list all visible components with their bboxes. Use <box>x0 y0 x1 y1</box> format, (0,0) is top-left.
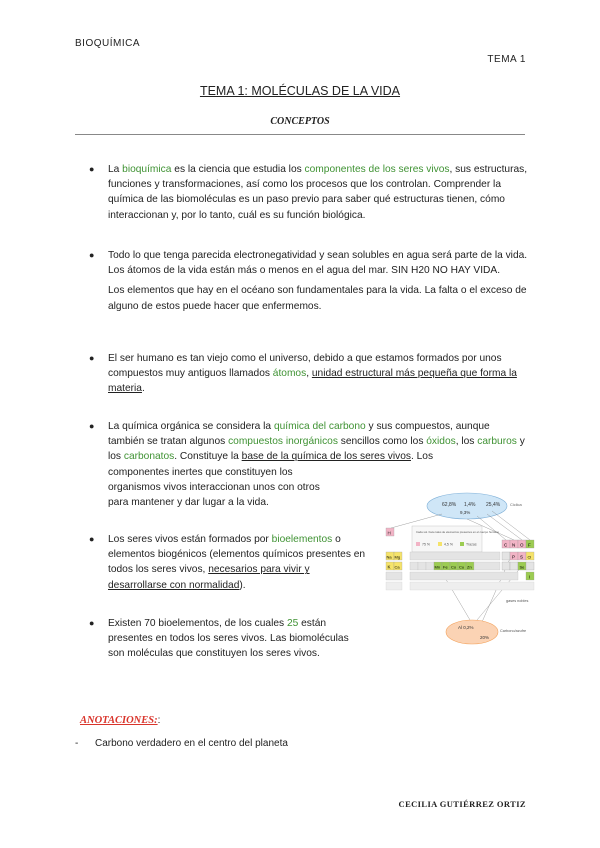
unit-header: TEMA 1 <box>487 54 526 65</box>
element-symbol: Mn <box>434 564 441 570</box>
periodic-table-figure <box>382 486 538 646</box>
element-symbol: Na <box>386 554 392 560</box>
bullet-dot: ● <box>89 164 95 174</box>
legend-label: Trazas <box>466 542 477 547</box>
element-symbol: P <box>512 554 516 560</box>
paragraph-line: organismos vivos interaccionan unos con otros <box>108 481 320 493</box>
keyword: compuestos inorgánicos <box>228 436 338 448</box>
bullet-70-bioelementos: ● Existen 70 bioelementos, de los cuales 25 están presentes en todos los seres vivos. Las biomoléculas son moléculas que constituyen los seres vivos. <box>89 618 349 660</box>
bullet-electronegatividad <box>89 248 528 314</box>
row-1-cells <box>502 540 534 548</box>
element-symbol: H <box>387 530 391 536</box>
legend-label: 75 % <box>422 542 430 547</box>
bullet-atomos: ● El ser humano es tan viejo como el universo, debido a que estamos formados por unos compuestos muy antiguos llamados átomos, unidad estructural más pequeña que forma la materia. <box>89 353 517 395</box>
bullet-dot: ● <box>89 250 95 260</box>
bullet-dot: ● <box>89 421 95 431</box>
bullet-quimica-organica: ● La química orgánica se considera la química del carbono y sus compuestos, aunque también se tratan algunos compuestos inorgánicos sencillos como los óxidos, los carburos y los carbonatos. Constituye la base de la química de los seres vivos. Los componentes inertes que constituyen los organismos vivos interaccionan unos con otros para mantener y dar lugar a la vida. <box>108 419 528 510</box>
underlined-phrase: necesarios para vivir y desarrollarse con normalidad <box>108 564 310 591</box>
bottom-label: Carbono/azufre <box>500 629 527 633</box>
annotation-item: - Carbono verdadero en el centro del planeta <box>75 738 288 749</box>
keyword: carbonatos <box>123 451 175 463</box>
bottom-value: Al 0,2% <box>458 625 474 630</box>
page-title: TEMA 1: MOLÉCULAS DE LA VIDA <box>199 84 401 98</box>
element-symbol: Zn <box>467 564 472 570</box>
element-symbol: F <box>528 542 531 548</box>
element-symbol: Mg <box>394 554 401 560</box>
keyword: carburos <box>477 436 517 448</box>
bottom-value: 20% <box>480 635 490 640</box>
element-symbol: Fe <box>443 564 448 570</box>
element-symbol: Cl <box>527 554 532 560</box>
element-symbol: N <box>512 542 516 548</box>
keyword: 25 <box>286 618 299 629</box>
top-value: 9,3% <box>460 510 471 515</box>
bullet-bioquimica: ● La bioquímica es la ciencia que estudia los componentes de los seres vivos, sus estructuras, funciones y transformaciones, así como los procesos que los controlan. Comprender la química de las biomoléculas es un paso previo para saber qué estructuras tienen, cómo interaccionan y, por lo tanto, cuál es su función biológica. <box>89 164 528 221</box>
paragraph-line: componentes inertes que constituyen los <box>108 466 293 478</box>
top-value: 62,8% <box>442 502 457 508</box>
keyword: bioquímica <box>122 164 172 175</box>
paragraph: Todo lo que tenga parecida electronegatividad y sean solubles en agua será parte de la vida. Los átomos de la vida están más o menos en el agua del mar. SIN H20 NO HAY VIDA. <box>108 250 528 277</box>
bottom-ellipse <box>446 620 498 644</box>
gases-label: gases nobles <box>506 599 529 603</box>
paragraph-line: para mantener y dar lugar a la vida. <box>108 497 269 509</box>
keyword: átomos <box>272 368 307 380</box>
legend-swatch <box>460 542 464 546</box>
legend-label: 4,5 % <box>444 542 453 547</box>
keyword: bioelementos <box>271 534 333 545</box>
bullet-dot: ● <box>89 618 95 628</box>
element-symbol: Ca <box>394 564 400 570</box>
element-symbol: I <box>529 574 531 580</box>
bullet-bioelementos: ● Los seres vivos están formados por bioelementos o elementos biogénicos (elementos químicos presentes en todos los seres vivos, necesarios para vivir y desarrollarse con normalidad). <box>89 534 366 591</box>
info-box-text: Cada sol. hace tales de elementos presentes en el cuerpo humano <box>416 530 500 534</box>
top-label: Ciclica <box>510 502 522 507</box>
paragraph: Los elementos que hay en el océano son fundamentales para la vida. La falta o el exceso de alguno de estos puede hacer que enfermemos. <box>108 285 527 312</box>
keyword: componentes de los seres vivos <box>304 164 450 175</box>
bullet-dot: ● <box>89 534 95 544</box>
element-symbol: O <box>520 542 524 548</box>
element-symbol: S <box>520 554 524 560</box>
element-symbol: Cu <box>459 564 465 570</box>
element-symbol: C <box>504 542 508 548</box>
section-subtitle: CONCEPTOS <box>270 116 330 127</box>
title-divider <box>75 134 525 135</box>
annotations-heading: ANOTACIONES:: <box>80 715 161 726</box>
top-value: 1,4% <box>464 502 476 508</box>
underlined-phrase: base de la química de los seres vivos <box>241 451 411 463</box>
author-footer: CECILIA GUTIÉRREZ ORTIZ <box>398 799 526 809</box>
course-header: BIOQUÍMICA <box>75 38 141 49</box>
element-symbol: K <box>387 564 391 570</box>
keyword: química del carbono <box>273 421 366 432</box>
bullet-dot: ● <box>89 353 95 363</box>
element-symbol: Co <box>451 564 457 570</box>
legend-swatch <box>416 542 420 546</box>
keyword: óxidos <box>426 436 456 448</box>
legend-swatch <box>438 542 442 546</box>
underlined-phrase: unidad estructural más pequeña que forma la materia <box>108 368 517 395</box>
top-value: 25,4% <box>486 502 501 508</box>
element-symbol: Se <box>519 564 525 570</box>
